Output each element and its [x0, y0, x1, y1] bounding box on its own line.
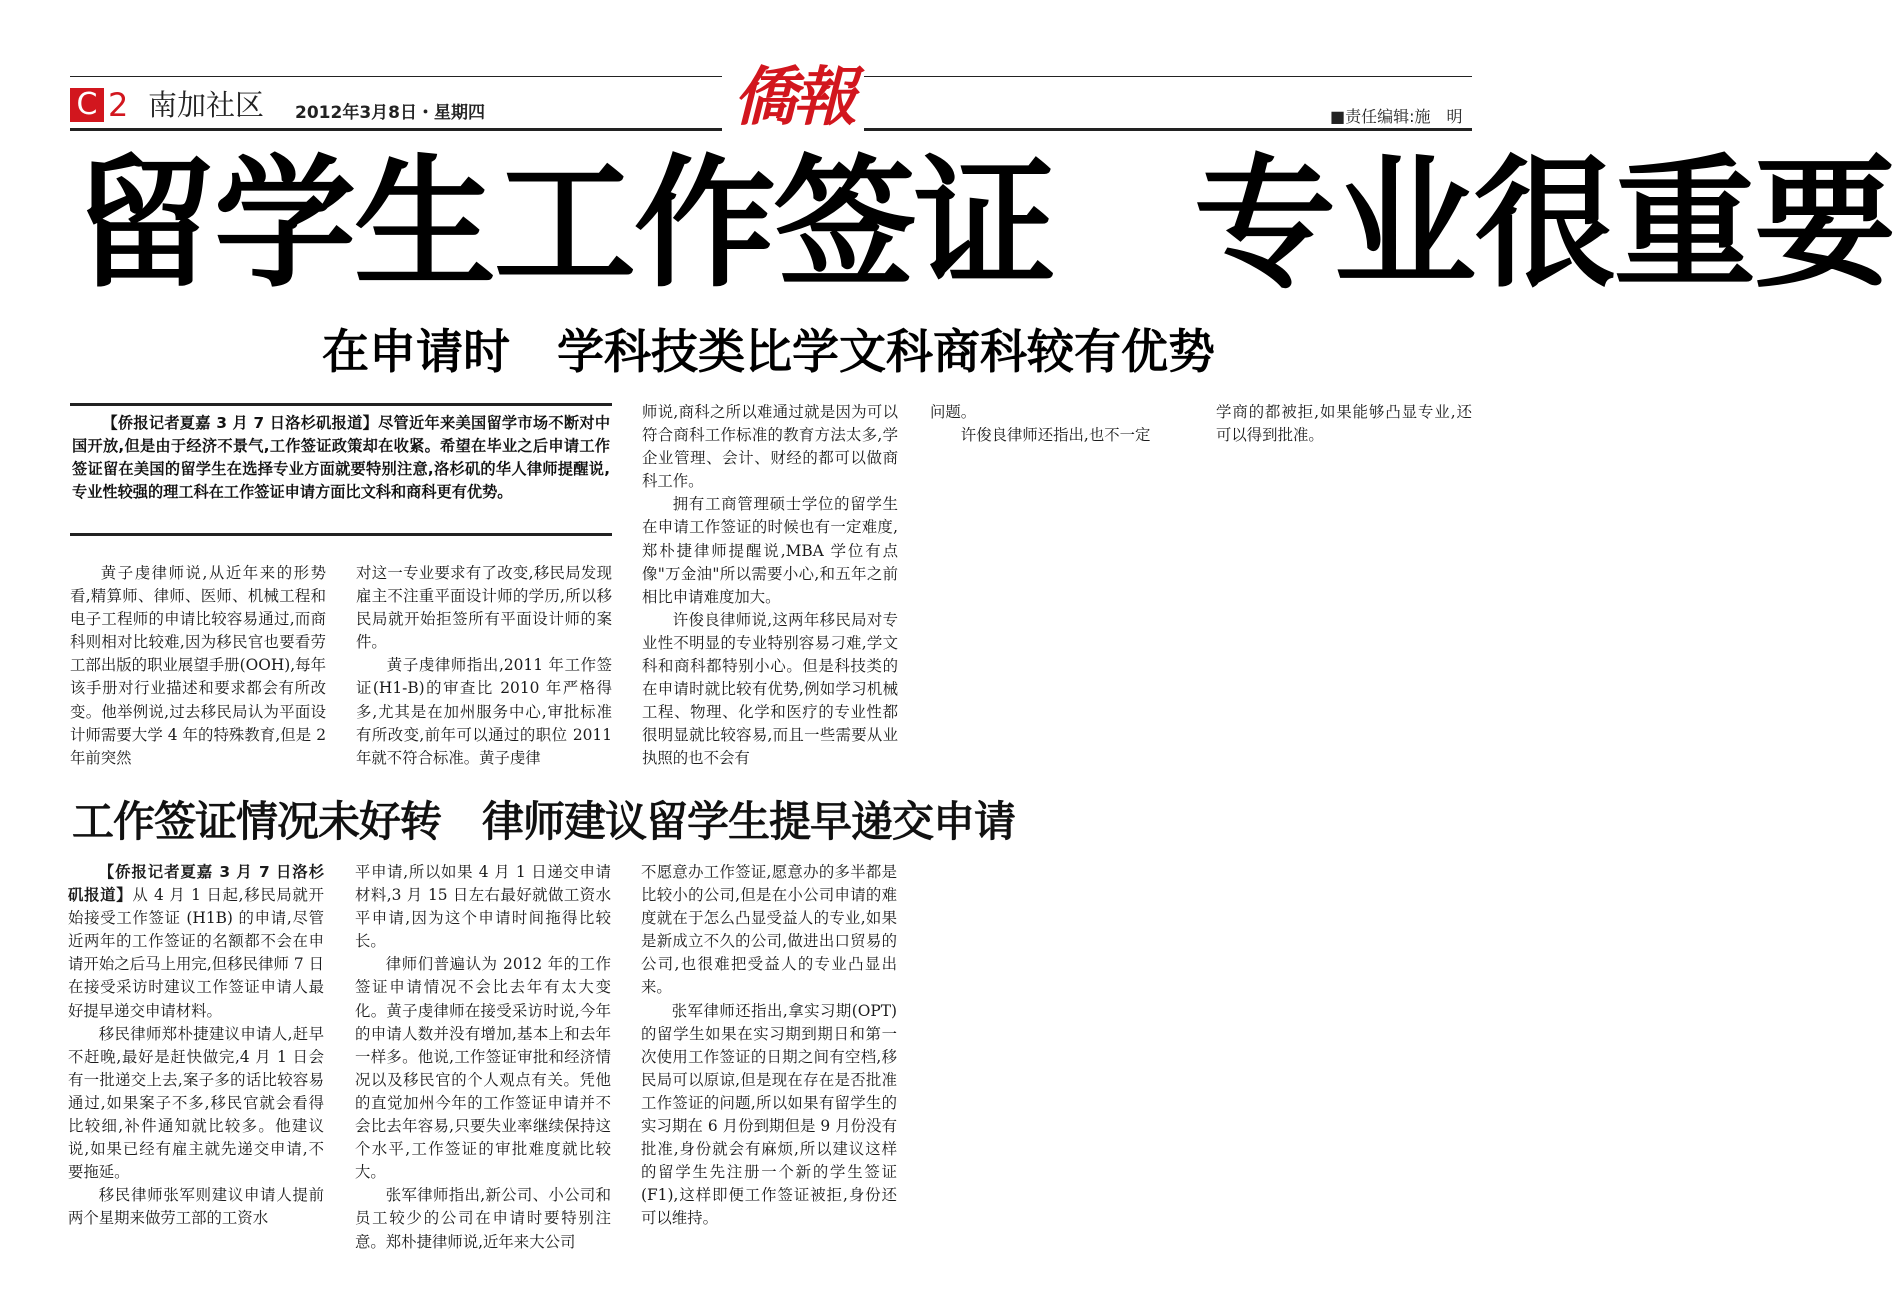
article2-headline: 工作签证情况未好转 律师建议留学生提早递交申请 [72, 797, 1016, 846]
section-name: 南加社区 [148, 88, 265, 122]
page-code [70, 87, 128, 123]
article1-column-1 [70, 562, 326, 770]
paragraph: 拥有工商管理硕士学位的留学生在申请工作签证的时候也有一定难度,郑朴捷律师提醒说,MBA 学位有点像"万金油"所以需要小心,和五年之前相比申请难度加大。 [642, 495, 898, 606]
paragraph: 许俊良律师说,这两年移民局对专业性不明显的专业特别容易刁难,学文科和商科都特别小心。但是科技类的在申请时就比较有优势,例如学习机械工程、物理、化学和医疗的专业性都很明显就比较容易,而且一些需要从业执照的也不会有 [642, 610, 898, 768]
main-headline: 留学生工作签证 专业很重要 [74, 142, 1894, 307]
article1-column-3 [642, 401, 898, 771]
article1-column-5 [1216, 401, 1472, 447]
paragraph: 移民律师郑朴捷建议申请人,赶早不赶晚,最好是赶快做完,4 月 1 日会有一批递交上去,案子多的话比较容易通过,如果案子不多,移民官就会看得比较细,补件通知就比较多。他建议说,如果已经有雇主就先递交申请,不要拖延。 [68, 1024, 324, 1182]
paragraph: 黄子虔律师说,从近年来的形势看,精算师、律师、医师、机械工程和电子工程师的申请比较容易通过,而商科则相对比较难,因为移民官也要看劳工部出版的职业展望手册(OOH),每年该手册对行业描述和要求都会有所改变。他举例说,过去移民局认为平面设计师需要大学 4 年的特殊教育,但是 2 年前突然 [70, 564, 326, 767]
responsible-editor: ■责任编辑:施 明 [1330, 107, 1463, 126]
article2-lede-text: 从 4 月 1 日起,移民局就开始接受工作签证 (H1B) 的申请,尽管近两年的工作签证的名额都不会在申请开始之后马上用完,但移民律师 7 日在接受采访时建议工作签证申请人最好提早递交申请材料。 [68, 886, 324, 1020]
paragraph: 平申请,所以如果 4 月 1 日递交申请材料,3 月 15 日左右最好就做工资水平申请,因为这个申请时间拖得比较长。 [355, 863, 611, 951]
masthead-rule-bottom-left [70, 128, 722, 131]
article1-lede [70, 403, 612, 536]
paragraph: 律师们普遍认为 2012 年的工作签证申请情况不会比去年有太大变化。黄子虔律师在接受采访时说,今年的申请人数并没有增加,基本上和去年一样多。他说,工作签证审批和经济情况以及移民官的个人观点有关。凭他的直觉加州今年的工作签证申请并不会比去年容易,只要失业率继续保持这个水平,工作签证的审批难度就比较大。 [355, 955, 611, 1182]
paragraph: 学商的都被拒,如果能够凸显专业,还可以得到批准。 [1216, 403, 1472, 445]
sub-headline: 在申请时 学科技类比学文科商科较有优势 [322, 325, 1215, 380]
paragraph: 许俊良律师还指出,也不一定 [960, 426, 1151, 445]
paragraph [68, 861, 324, 1023]
lede-dateline: 【侨报记者夏嘉 3 月 7 日洛杉矶报道】 [102, 414, 379, 432]
page-number: 2 [108, 86, 129, 124]
article1-column-4 [930, 401, 1186, 447]
paragraph: 问题。 [930, 403, 977, 421]
paragraph: 不愿意办工作签证,愿意办的多半都是比较小的公司,但是在小公司申请的难度就在于怎么凸显受益人的专业,如果是新成立不久的公司,做进出口贸易的公司,也很难把受益人的专业凸显出来。 [641, 863, 897, 997]
newspaper-logo: 僑報 [733, 60, 853, 135]
paragraph: 黄子虔律师指出,2011 年工作签证(H1-B)的审查比 2010 年严格得多,尤其是在加州服务中心,审批标准有所改变,前年可以通过的职位 2011 年就不符合标准。黄子虔律 [356, 656, 612, 767]
masthead-rule-top-right [864, 76, 1472, 77]
paragraph: 张军律师还指出,拿实习期(OPT)的留学生如果在实习期到期日和第一次使用工作签证的日期之间有空档,移民局可以原谅,但是现在存在是否批准工作签证的问题,所以如果有留学生的实习期在 6 月份到期但是 9 月份没有批准,身份就会有麻烦,所以建议这样的留学生先注册一个新的学生签证(F1),这样即便工作签证被拒,身份还可以维持。 [641, 1001, 897, 1228]
article1-column-2 [356, 562, 612, 770]
masthead-rule-bottom-right [864, 128, 1472, 131]
paragraph: 师说,商科之所以难通过就是因为可以符合商科工作标准的教育方法太多,学企业管理、会计、财经的都可以做商科工作。 [642, 403, 898, 491]
paragraph: 对这一专业要求有了改变,移民局发现雇主不注重平面设计师的学历,所以移民局就开始拒签所有平面设计师的案件。 [356, 564, 612, 652]
page-letter: C [70, 88, 104, 122]
article2-column-1 [68, 861, 324, 1231]
masthead-rule-top-left [70, 76, 722, 77]
article2-dateline: 【侨报记者夏嘉 3 月 7 日洛杉矶报道】 [68, 863, 324, 905]
paragraph: 张军律师指出,新公司、小公司和员工较少的公司在申请时要特别注意。郑朴捷律师说,近年来大公司 [355, 1186, 611, 1251]
article2-column-2 [355, 861, 611, 1254]
issue-date: 2012年3月8日・星期四 [295, 103, 485, 123]
paragraph: 移民律师张军则建议申请人提前两个星期来做劳工部的工资水 [68, 1186, 324, 1228]
lede-text: 尽管近年来美国留学市场不断对中国开放,但是由于经济不景气,工作签证政策却在收紧。希望在毕业之后申请工作签证留在美国的留学生在选择专业方面就要特别注意,洛杉矶的华人律师提醒说,专业性较强的理工科在工作签证申请方面比文科和商科更有优势。 [72, 414, 611, 501]
article2-column-3 [641, 861, 897, 1231]
